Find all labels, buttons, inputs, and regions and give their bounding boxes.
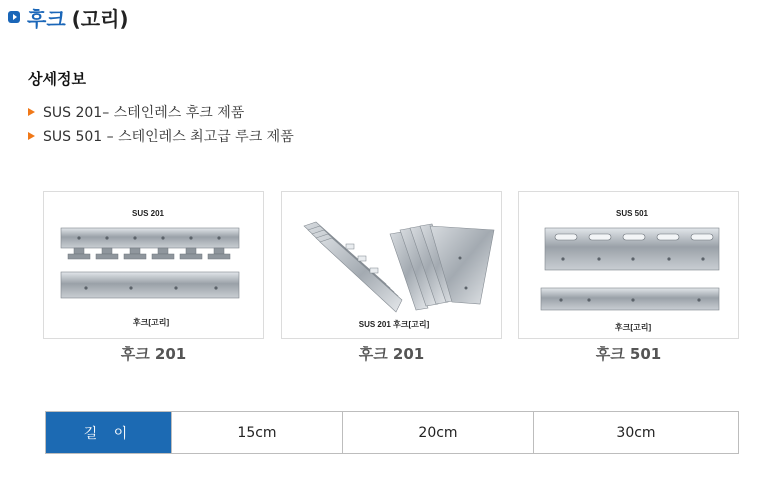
table-row	[46, 412, 739, 454]
length-spec-table	[45, 411, 739, 454]
image-label-bottom: 후크[고리]	[132, 318, 170, 327]
list-item-text: SUS 501 – 스테인레스 최고급 루크 제품	[43, 129, 294, 145]
product-image-hook-201-a	[43, 191, 264, 339]
detail-list	[28, 100, 294, 148]
product-caption: 후크 501	[595, 345, 662, 363]
list-item	[28, 100, 294, 124]
product-image-hook-201-b	[281, 191, 502, 339]
detail-heading: 상세정보	[28, 70, 86, 88]
table-cell: 20cm	[343, 412, 534, 454]
product-image-hook-501	[518, 191, 739, 339]
list-item-text: SUS 201– 스테인레스 후크 제품	[43, 105, 245, 121]
image-label-top: SUS 201	[131, 209, 165, 218]
image-label-bottom: SUS 201 후크[고리]	[358, 320, 430, 329]
table-header-length: 길 이	[46, 412, 172, 454]
play-bullet-icon	[8, 11, 20, 23]
table-cell: 30cm	[534, 412, 739, 454]
page-title-sub: (고리)	[71, 6, 129, 31]
product-caption: 후크 201	[120, 345, 187, 363]
product-caption: 후크 201	[358, 345, 425, 363]
table-cell: 15cm	[172, 412, 343, 454]
triangle-bullet-icon	[28, 108, 35, 116]
triangle-bullet-icon	[28, 132, 35, 140]
list-item	[28, 124, 294, 148]
image-label-top: SUS 501	[615, 209, 649, 218]
image-label-bottom: 후크[고리]	[614, 323, 652, 332]
page-title	[8, 3, 129, 31]
page-title-main: 후크	[27, 6, 66, 31]
